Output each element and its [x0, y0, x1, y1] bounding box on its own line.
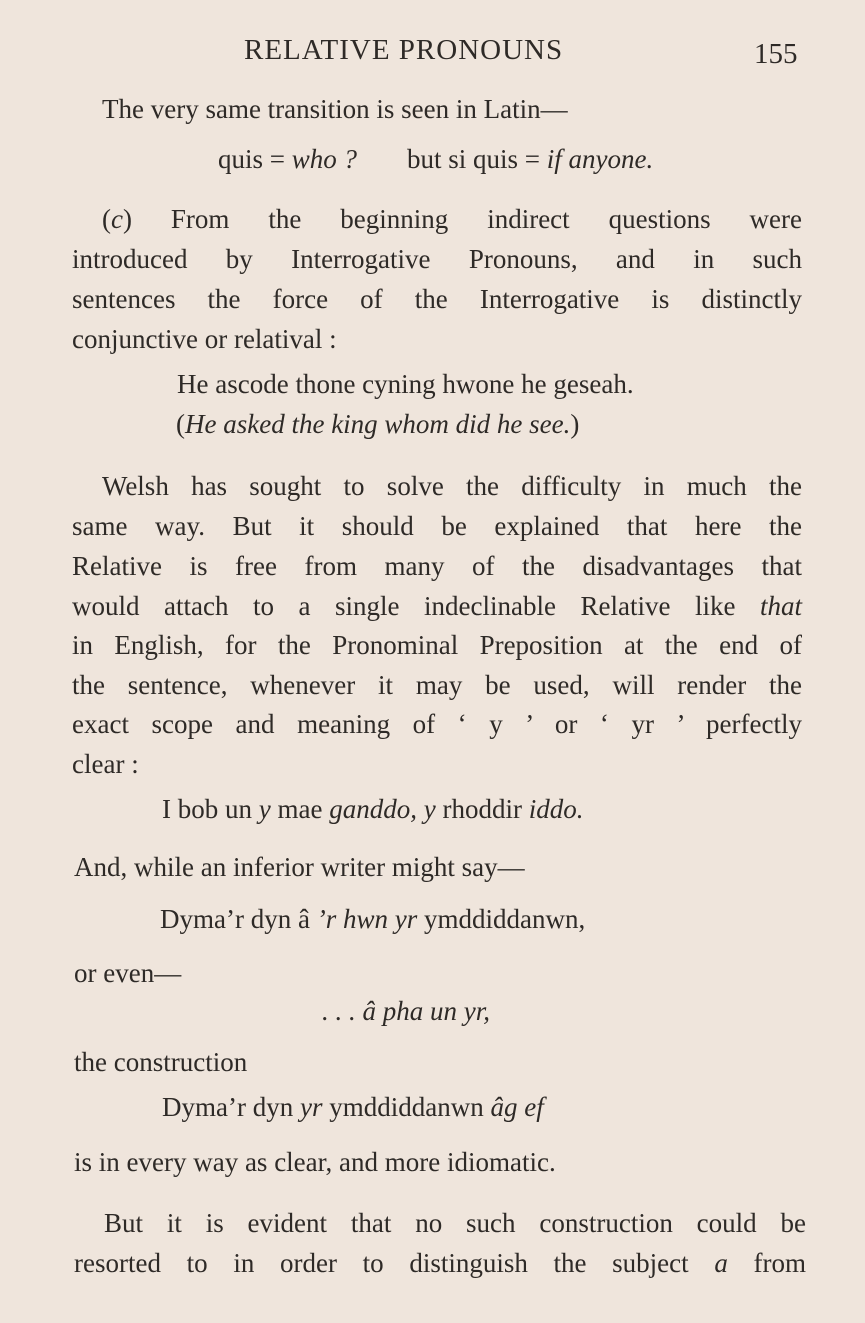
paragraph-line: resorted to in order to distinguish the subject a from	[74, 1248, 807, 1278]
paragraph-line: conjunctive or relatival :	[72, 324, 337, 354]
paragraph-line: would attach to a single indeclinable Relative like that	[72, 591, 802, 621]
paragraph-line: same way. But it should be explained that here the	[72, 511, 802, 541]
running-header-title: RELATIVE PRONOUNS	[244, 34, 564, 66]
paragraph-line: exact scope and meaning of ‘ y ’ or ‘ yr ’ perfectly	[72, 709, 802, 739]
example-line: Dyma’r dyn yr ymddiddanwn âg ef	[162, 1092, 544, 1122]
paragraph-line: clear :	[72, 749, 139, 779]
example-line: quis = who ? but si quis = if anyone.	[218, 144, 654, 174]
paragraph-line: sentences the force of the Interrogative is distinctly	[72, 284, 802, 314]
paragraph-line: (c) From the beginning indirect questions were	[102, 204, 802, 234]
paragraph-line: The very same transition is seen in Latin—	[102, 94, 568, 124]
paragraph-line: the construction	[74, 1047, 248, 1077]
paragraph-line: the sentence, whenever it may be used, will render the	[72, 670, 802, 700]
paragraph-line: But it is evident that no such construction could be	[104, 1208, 806, 1238]
page-number: 155	[754, 38, 798, 70]
example-line: I bob un y mae ganddo, y rhoddir iddo.	[162, 794, 584, 824]
example-line: Dyma’r dyn â ’r hwn yr ymddiddanwn,	[160, 904, 586, 934]
paragraph-line: is in every way as clear, and more idiomatic.	[74, 1147, 556, 1177]
paragraph-line: Welsh has sought to solve the difficulty in much the	[102, 471, 802, 501]
example-line: . . . â pha un yr,	[322, 996, 490, 1026]
paragraph-line: in English, for the Pronominal Preposition at the end of	[72, 630, 802, 660]
paragraph-line: And, while an inferior writer might say—	[74, 852, 525, 882]
example-line: He ascode thone cyning hwone he geseah.	[177, 369, 634, 399]
paragraph-line: Relative is free from many of the disadvantages that	[72, 551, 802, 581]
paragraph-line: introduced by Interrogative Pronouns, and in such	[72, 244, 802, 274]
paragraph-line: or even—	[74, 958, 182, 988]
example-translation: (He asked the king whom did he see.)	[176, 409, 580, 439]
